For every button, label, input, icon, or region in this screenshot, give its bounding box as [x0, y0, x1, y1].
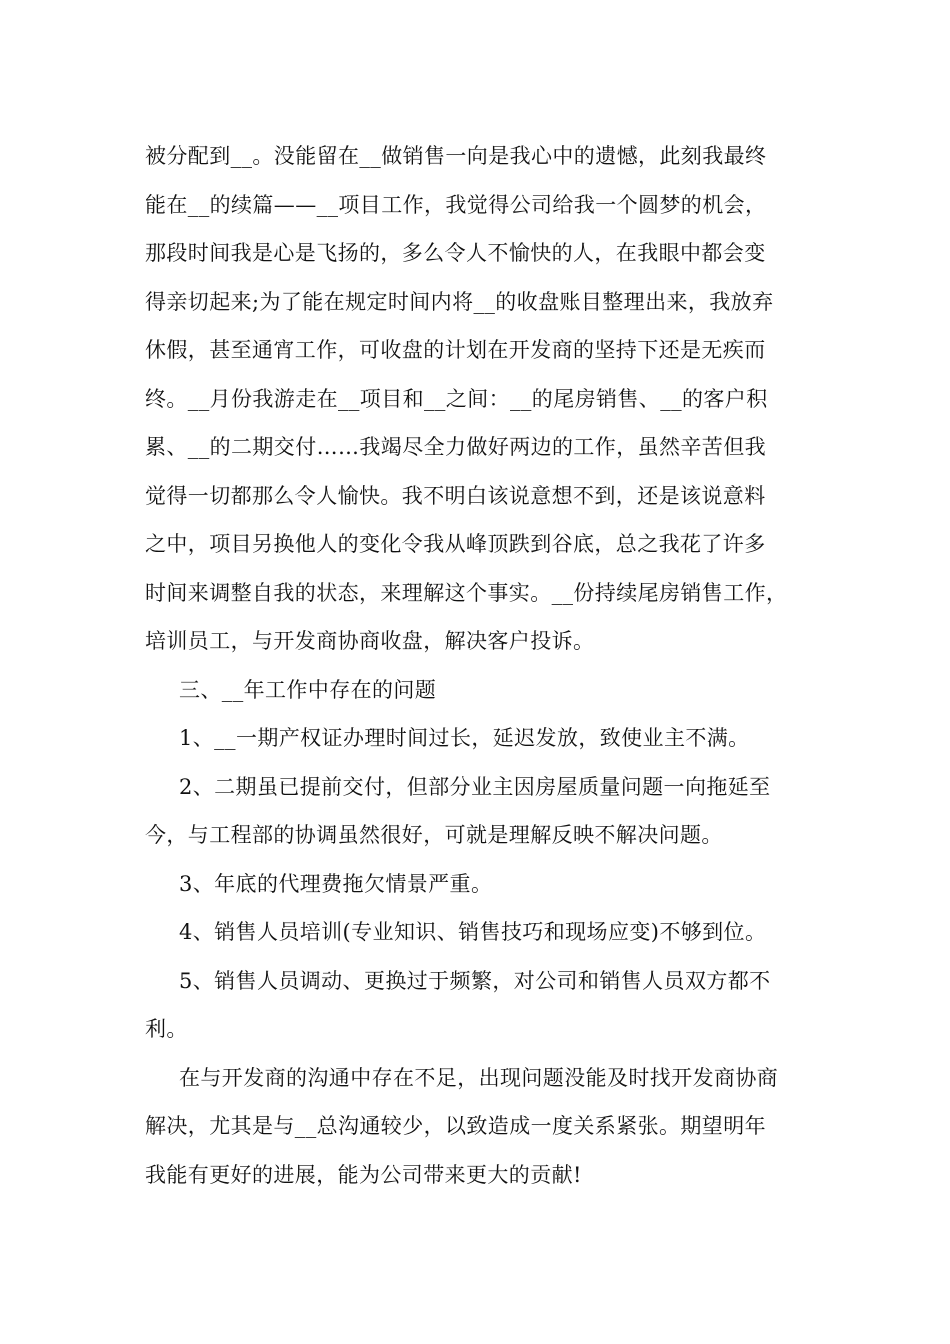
text-line-5: 休假，甚至通宵工作，可收盘的计划在开发商的坚持下还是无疾而: [145, 338, 766, 362]
text-line-2: 能在__的续篇——__项目工作，我觉得公司给我一个圆梦的机会，: [145, 192, 767, 217]
closing-line-1: 在与开发商的沟通中存在不足，出现问题没能及时找开发商协商: [179, 1065, 779, 1090]
closing-line-2: 解决，尤其是与__总沟通较少，以致造成一度关系紧张。期望明年: [145, 1114, 766, 1138]
problem-item-3: 3、年底的代理费拖欠情景严重。: [179, 871, 493, 896]
closing-line-3: 我能有更好的进展，能为公司带来更大的贡献!: [145, 1162, 582, 1187]
text-line-6: 终。__月份我游走在__项目和__之间：__的尾房销售、__的客户积: [145, 386, 768, 411]
text-line-4: 得亲切起来;为了能在规定时间内将__的收盘账目整理出来，我放弃: [145, 289, 774, 314]
text-line-9: 之中，项目另换他人的变化令我从峰顶跌到谷底，总之我花了许多: [145, 532, 766, 556]
section-heading: 三、__年工作中存在的问题: [179, 677, 437, 702]
problem-item-5-cont: 利。: [145, 1017, 188, 1041]
text-line-7: 累、__的二期交付……我竭尽全力做好两边的工作，虽然辛苦但我: [145, 435, 766, 459]
problem-item-4: 4、销售人员培训(专业知识、销售技巧和现场应变)不够到位。: [179, 920, 767, 944]
problem-item-1: 1、__一期产权证办理时间过长，延迟发放，致使业主不满。: [179, 726, 750, 750]
text-line-10: 时间来调整自我的状态，来理解这个事实。__份持续尾房销售工作，: [145, 580, 788, 605]
text-line-3: 那段时间我是心是飞扬的，多么令人不愉快的人，在我眼中都会变: [145, 241, 766, 265]
text-line-11: 培训员工，与开发商协商收盘，解决客户投诉。: [145, 629, 595, 653]
problem-item-2: 2、二期虽已提前交付，但部分业主因房屋质量问题一向拖延至: [179, 774, 771, 799]
text-line-1: 被分配到__。没能留在__做销售一向是我心中的遗憾，此刻我最终: [145, 144, 767, 168]
text-line-8: 觉得一切都那么令人愉快。我不明白该说意想不到，还是该说意料: [145, 483, 766, 508]
problem-item-5: 5、销售人员调动、更换过于频繁，对公司和销售人员双方都不: [179, 968, 771, 993]
document-body: [145, 132, 825, 1199]
problem-item-2-cont: 今，与工程部的协调虽然很好，可就是理解反映不解决问题。: [145, 823, 723, 847]
